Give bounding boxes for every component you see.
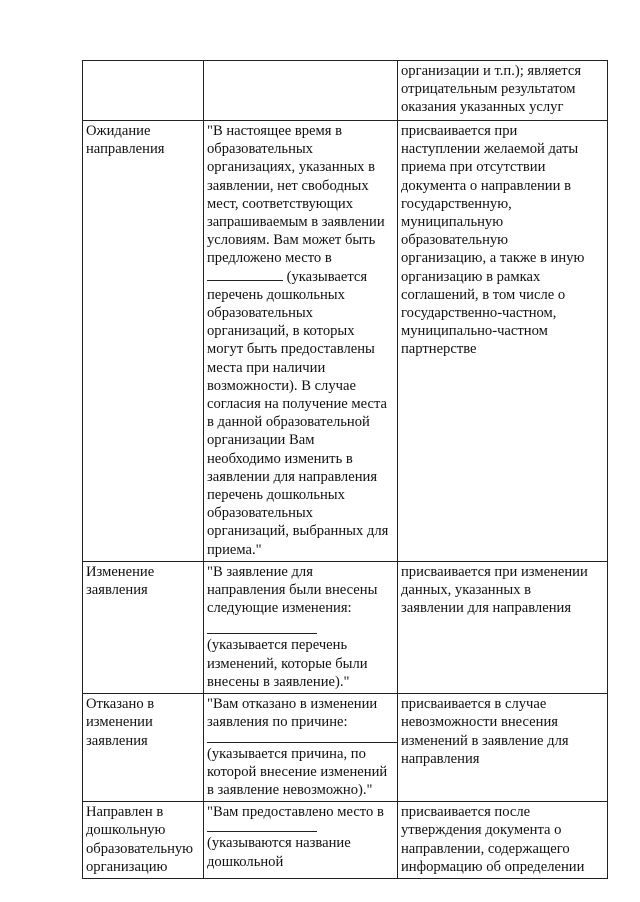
status-cell xyxy=(83,694,204,802)
fill-in-line xyxy=(207,623,317,634)
text-line: внесены в заявление)." xyxy=(207,673,350,690)
text-line: предложено место в xyxy=(207,250,332,267)
text-line: Отказано в xyxy=(86,696,155,713)
text-line: приема при отсутствии xyxy=(401,159,546,176)
text-line: образовательную xyxy=(401,232,509,249)
fill-in-blank xyxy=(207,268,283,281)
description-cell xyxy=(398,694,608,802)
text-line xyxy=(207,268,395,286)
description-cell xyxy=(398,561,608,693)
text-line: муниципальную xyxy=(401,214,504,231)
status-table xyxy=(82,60,608,879)
text-line: "Вам предоставлено место в xyxy=(207,804,384,821)
text-line: присваивается при xyxy=(401,123,518,139)
table-row xyxy=(83,561,608,693)
text-line: организациях, указанных в xyxy=(207,159,375,176)
text-line: (указывается причина, по xyxy=(207,745,366,762)
status-cell xyxy=(83,121,204,562)
text-line: отрицательным результатом xyxy=(401,81,576,98)
text-line: мест, соответствующих xyxy=(207,195,354,212)
text-line: присваивается при изменении xyxy=(401,563,588,580)
text-line: заявления xyxy=(86,582,148,599)
text-line: информацию об определении xyxy=(401,858,585,875)
text-line: перечень дошкольных xyxy=(207,286,345,303)
text-line: заявлении для направления xyxy=(401,600,572,617)
text-line: Изменение xyxy=(86,563,155,580)
text-line: которой внесение изменений xyxy=(207,763,388,780)
text-line: направления были внесены xyxy=(207,582,378,599)
text-line: присваивается в случае xyxy=(401,696,547,713)
text-line: могут быть предоставлены xyxy=(207,341,375,358)
text-line: запрашиваемым в заявлении xyxy=(207,214,385,231)
text-line: организации Вам xyxy=(207,432,315,449)
table-row xyxy=(83,802,608,879)
text-line: направления xyxy=(401,750,480,767)
text-line: направления xyxy=(86,141,165,158)
text-line: организацию xyxy=(86,858,168,875)
text-line: данных, указанных в xyxy=(401,582,532,599)
text-line: перечень дошкольных xyxy=(207,487,345,504)
text-line: (указываются название xyxy=(207,835,351,852)
message-cell xyxy=(204,121,398,562)
text-line: образовательных xyxy=(207,141,313,158)
message-cell xyxy=(204,694,398,802)
message-cell xyxy=(204,561,398,693)
text-line: образовательных xyxy=(207,305,313,322)
text-line: "Вам отказано в изменении xyxy=(207,696,378,713)
text-line: дошкольную xyxy=(86,822,166,839)
description-cell xyxy=(398,121,608,562)
text-line: (указывается перечень xyxy=(207,637,348,654)
text-line: приема." xyxy=(207,541,262,558)
text-line: Направлен в xyxy=(86,804,164,821)
text-line: партнерстве xyxy=(401,341,477,358)
text-line: в данной образовательной xyxy=(207,414,370,431)
text-line: заявления по причине: xyxy=(207,714,348,731)
text-line: направлении, содержащего xyxy=(401,840,570,857)
fill-in-line xyxy=(207,732,397,743)
description-cell xyxy=(398,802,608,879)
status-cell xyxy=(83,61,204,121)
text-line: условиям. Вам может быть xyxy=(207,232,376,249)
text-line: организации и т.п.); является xyxy=(401,63,582,79)
text-line: "В настоящее время в xyxy=(207,123,343,139)
text-line: заявлении, нет свободных xyxy=(207,177,369,194)
text-line: необходимо изменить в xyxy=(207,450,353,467)
text-line: документа о направлении в xyxy=(401,177,571,194)
text-line: соглашений, в том числе о xyxy=(401,286,566,303)
text-line: изменении xyxy=(86,714,153,731)
text-line: Ожидание xyxy=(86,123,151,139)
text-line: образовательных xyxy=(207,505,313,522)
message-cell xyxy=(204,61,398,121)
text-line: "В заявление для xyxy=(207,563,313,580)
text-line: муниципально-частном xyxy=(401,323,548,340)
text-line: возможности). В случае xyxy=(207,377,356,394)
text-line: присваивается после xyxy=(401,804,531,821)
text-line: в заявление невозможно)." xyxy=(207,781,373,798)
text-line: организацию, а также в иную xyxy=(401,250,585,267)
text-line: оказания указанных услуг xyxy=(401,99,564,116)
text-line: невозможности внесения xyxy=(401,714,558,731)
text-line: организаций, выбранных для xyxy=(207,523,389,540)
text-line: утверждения документа о xyxy=(401,822,562,839)
text-line: дошкольной xyxy=(207,853,284,870)
table-row xyxy=(83,694,608,802)
text-line: следующие изменения: xyxy=(207,600,352,617)
table-row xyxy=(83,61,608,121)
status-cell xyxy=(83,802,204,879)
message-cell xyxy=(204,802,398,879)
text-line: согласия на получение места xyxy=(207,396,388,413)
text-line: места при наличии xyxy=(207,359,326,376)
text-line: образовательную xyxy=(86,840,194,857)
description-cell xyxy=(398,61,608,121)
text-line: организацию в рамках xyxy=(401,268,541,285)
table-row xyxy=(83,121,608,562)
text-line: заявления xyxy=(86,732,148,749)
blank-suffix: (указывается xyxy=(283,268,368,285)
text-line: изменений, которые были xyxy=(207,655,368,672)
fill-in-line xyxy=(207,821,317,832)
text-line: наступлении желаемой даты xyxy=(401,141,579,158)
text-line: государственно-частном, xyxy=(401,305,557,322)
text-line: изменений в заявление для xyxy=(401,732,569,749)
text-line: организаций, в которых xyxy=(207,323,355,340)
text-line: государственную, xyxy=(401,195,512,212)
status-cell xyxy=(83,561,204,693)
text-line: заявлении для направления xyxy=(207,468,378,485)
document-page xyxy=(82,60,608,879)
